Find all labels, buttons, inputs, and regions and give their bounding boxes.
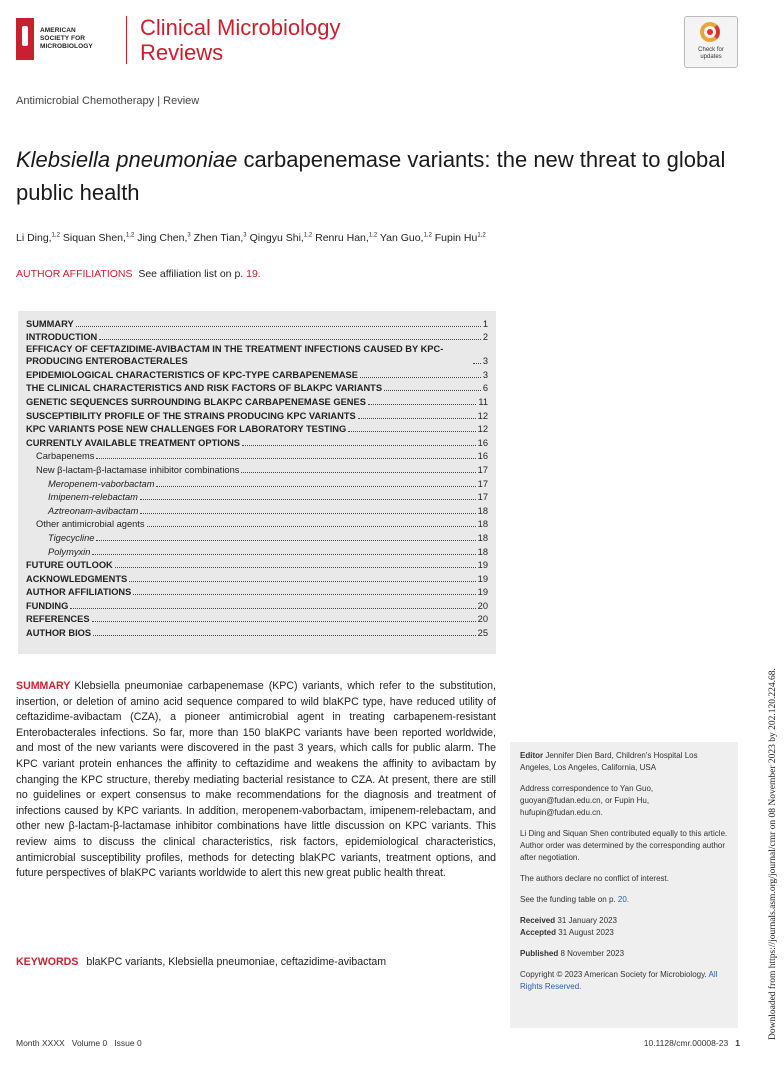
toc-entry[interactable]: ACKNOWLEDGMENTS 19 <box>26 573 488 584</box>
funding-note: See the funding table on p. 20. <box>520 895 629 904</box>
toc-entry[interactable]: AUTHOR BIOS 25 <box>26 628 488 639</box>
author-name[interactable]: Siquan Shen,$^{1,2}$ <box>62 232 135 244</box>
affiliations-page-link[interactable]: 19. <box>246 268 261 280</box>
toc-entry[interactable]: EPIDEMIOLOGICAL CHARACTERISTICS OF KPC-TYPE CARBAPENEMASE 3 <box>26 369 488 380</box>
funding-page-link[interactable]: 20. <box>617 895 629 904</box>
conflict-statement: The authors declare no conflict of interest. <box>520 874 669 883</box>
section-label: Antimicrobial Chemotherapy | Review <box>16 95 200 107</box>
author-name[interactable]: Jing Chen,$^3$ <box>137 232 191 244</box>
summary-text: Klebsiella pneumoniae carbapenemase (KPC) variants, which refer to the substitution, insertion, or deletion of amino acid sequence compared to wild blaKPC type, have reduced utility of ceftazidime-avibactam (CZA), a pioneer antimicrobial agent in treating carbapenem-resistant Enterobacterales infections. So far, more than 150 blaKPC variants have been reported worldwide, and most of the new variants were discovered in the past 3 years, which calls for public alarm. The KPC variant protein enhances the affinity to ceftazidime and weakens the affinity to avibactam by changing the KPC structure, thereby mediating bacterial resistance to CZA. At present, there are still no guidelines or expert consensus to make recommendations for the diagnosis and treatment of infections caused by KPC variants. In addition, meropenem-vaborbactam, imipenem-relebactam, and other new β-lactam-β-lactamase inhibitor combinations have little discussion on KPC variants. This review aims to discuss the clinical characteristics, risk factors, epidemiological characteristics, antimicrobial susceptibility profiles, methods for detecting blaKPC variants, treatment options, and future perspectives of blaKPC variants worldwide to alert this new great public health threat. <box>16 680 496 880</box>
author-name[interactable]: Renru Han,$^{1,2}$ <box>315 232 378 244</box>
toc-entry[interactable]: EFFICACY OF CEFTAZIDIME-AVIBACTAM IN THE TREATMENT INFECTIONS CAUSED BY KPC-PRODUCING ENTEROBACTERALES 3 <box>26 344 488 367</box>
author-name[interactable]: Zhen Tian,$^3$ <box>193 232 247 244</box>
table-of-contents <box>18 311 496 654</box>
toc-entry[interactable]: CURRENTLY AVAILABLE TREATMENT OPTIONS 16 <box>26 437 488 448</box>
check-updates-icon <box>700 22 720 42</box>
toc-entry[interactable]: SUSCEPTIBILITY PROFILE OF THE STRAINS PRODUCING KPC VARIANTS 12 <box>26 410 488 421</box>
check-for-updates-button[interactable]: Check for updates <box>684 16 738 68</box>
author-name[interactable]: Yan Guo,$^{1,2}$ <box>379 232 432 244</box>
doi-and-page <box>600 1038 740 1048</box>
toc-entry[interactable]: Tigecycline 18 <box>48 532 488 543</box>
published-date: Published 8 November 2023 <box>520 949 625 958</box>
article-info-sidebar <box>510 742 738 1028</box>
author-name[interactable]: Qingyu Shi,$^{1,2}$ <box>249 232 313 244</box>
doi[interactable]: 10.1128/cmr.00008-23 <box>643 1038 729 1048</box>
society-name: AMERICAN SOCIETY FOR MICROBIOLOGY <box>40 27 93 50</box>
article-title: Klebsiella pneumoniae carbapenemase variants: the new threat to global public health <box>16 147 726 205</box>
toc-entry[interactable]: Imipenem-relebactam 17 <box>48 492 488 503</box>
correspondence: Address correspondence to Yan Guo, guoyan@fudan.edu.cn, or Fupin Hu, hufupin@fudan.edu.cn. <box>520 784 654 817</box>
journal-title: Clinical Microbiology Reviews <box>140 15 341 65</box>
keywords-label: KEYWORDS <box>16 956 79 968</box>
author-name[interactable]: Li Ding,$^{1,2}$ <box>16 232 60 244</box>
affiliations-label: AUTHOR AFFILIATIONS <box>16 268 133 280</box>
toc-entry[interactable]: Meropenem-vaborbactam 17 <box>48 478 488 489</box>
toc-entry[interactable]: SUMMARY 1 <box>26 318 488 329</box>
author-list <box>16 232 486 244</box>
copyright: Copyright © 2023 American Society for Microbiology. All Rights Reserved. <box>520 970 718 991</box>
received-date: Received 31 January 2023 <box>520 916 617 925</box>
toc-entry[interactable]: FUNDING 20 <box>26 600 488 611</box>
toc-entry[interactable]: GENETIC SEQUENCES SURROUNDING BLAKPC CARBAPENEMASE GENES 11 <box>26 396 488 407</box>
editor-info: Editor Jennifer Dien Bard, Children's Hospital Los Angeles, Los Angeles, California, USA <box>520 751 698 772</box>
asm-logo-icon <box>16 18 34 60</box>
keywords <box>16 956 496 968</box>
toc-entry[interactable]: Other antimicrobial agents 18 <box>36 519 488 530</box>
author-affiliations: AUTHOR AFFILIATIONS See affiliation list on p. 19. <box>16 268 261 280</box>
toc-entry[interactable]: FUTURE OUTLOOK 19 <box>26 560 488 571</box>
summary-abstract <box>16 679 496 882</box>
toc-entry[interactable]: KPC VARIANTS POSE NEW CHALLENGES FOR LABORATORY TESTING 12 <box>26 424 488 435</box>
toc-entry[interactable]: Polymyxin 18 <box>48 546 488 557</box>
toc-entry[interactable]: REFERENCES 20 <box>26 614 488 625</box>
summary-label: SUMMARY <box>16 680 71 692</box>
download-watermark: Downloaded from https://journals.asm.org/journal/cmr on 08 November 2023 by 202.120.224.68. <box>768 668 778 1040</box>
header-divider <box>126 16 127 64</box>
issue-info: Month XXXX Volume 0 Issue 0 <box>16 1038 142 1048</box>
keywords-text: blaKPC variants, Klebsiella pneumoniae, ceftazidime-avibactam <box>86 956 387 968</box>
toc-entry[interactable]: Aztreonam-avibactam 18 <box>48 505 488 516</box>
toc-entry[interactable]: New β-lactam-β-lactamase inhibitor combinations 17 <box>36 464 488 475</box>
page-number: 1 <box>735 1038 740 1048</box>
toc-entry[interactable]: INTRODUCTION 2 <box>26 332 488 343</box>
equal-contribution: Li Ding and Siquan Shen contributed equally to this article. Author order was determined by the corresponding author after negotiation. <box>520 829 728 862</box>
toc-entry[interactable]: AUTHOR AFFILIATIONS 19 <box>26 587 488 598</box>
toc-entry[interactable]: THE CLINICAL CHARACTERISTICS AND RISK FACTORS OF BLAKPC VARIANTS 6 <box>26 383 488 394</box>
accepted-date: Accepted 31 August 2023 <box>520 928 614 937</box>
toc-entry[interactable]: Carbapenems 16 <box>36 451 488 462</box>
author-name[interactable]: Fupin Hu$^{1,2}$ <box>434 232 486 244</box>
rights-link[interactable]: All Rights Reserved. <box>520 970 718 991</box>
